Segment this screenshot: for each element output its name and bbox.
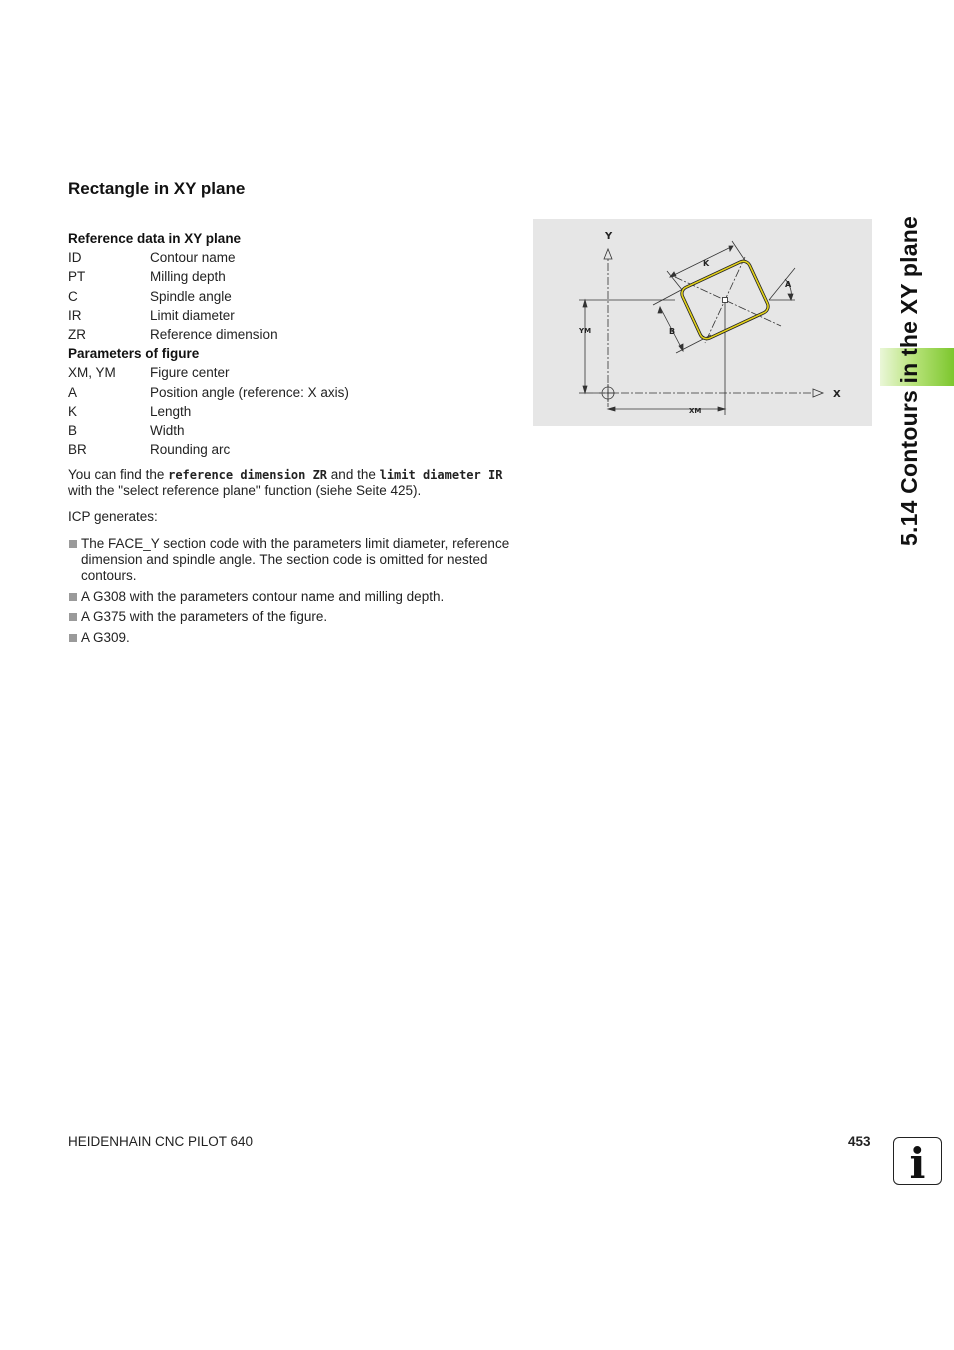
param-row-br: BR Rounding arc xyxy=(68,442,231,458)
section-title: Rectangle in XY plane xyxy=(68,179,246,198)
diagram-label-ym: YM xyxy=(579,327,592,335)
param-row-id: ID Contour name xyxy=(68,250,236,266)
param-row-a: A Position angle (reference: X axis) xyxy=(68,384,349,400)
list-item: A G309. xyxy=(68,630,518,646)
page-number: 453 xyxy=(848,1134,871,1149)
param-row-ir: IR Limit diameter xyxy=(68,307,235,323)
bullet-square-icon xyxy=(69,540,77,548)
rectangle-diagram-svg xyxy=(533,219,872,426)
param-row-pt: PT Milling depth xyxy=(68,269,226,285)
reference-note: You can find the reference dimension ZR and the limit diameter IR with the "select reference plane" function (siehe Seite 425). xyxy=(68,467,503,498)
rectangle-diagram xyxy=(533,219,872,426)
list-item: A G308 with the parameters contour name and milling depth. xyxy=(68,589,518,605)
footer-product: HEIDENHAIN CNC PILOT 640 xyxy=(68,1134,254,1149)
icp-bullet-list xyxy=(68,536,518,650)
diagram-label-xm: XM xyxy=(689,407,702,415)
icp-label: ICP generates: xyxy=(68,509,158,524)
figure-heading: Parameters of figure xyxy=(68,346,200,362)
parameter-list xyxy=(68,229,349,459)
param-row-xm-ym: XM, YM Figure center xyxy=(68,365,230,381)
list-item: The FACE_Y section code with the parameters limit diameter, reference dimension and spindle angle. The section code is omitted for nested contours. xyxy=(68,536,518,584)
param-row-zr: ZR Reference dimension xyxy=(68,327,278,343)
bullet-square-icon xyxy=(69,634,77,642)
list-item: A G375 with the parameters of the figure. xyxy=(68,609,518,625)
param-row-b: B Width xyxy=(68,423,185,439)
bullet-square-icon xyxy=(69,593,77,601)
info-icon xyxy=(893,1137,942,1185)
reference-heading: Reference data in XY plane xyxy=(68,231,242,246)
diagram-label-y: Y xyxy=(605,231,613,242)
diagram-label-k: K xyxy=(703,259,710,268)
diagram-label-a: A xyxy=(785,280,792,289)
bullet-square-icon xyxy=(69,613,77,621)
info-glyph: i xyxy=(909,1139,926,1184)
diagram-label-x: X xyxy=(833,389,841,400)
diagram-label-b: B xyxy=(669,327,676,336)
side-tab-title: 5.14 Contours in the XY plane xyxy=(896,215,922,546)
param-row-c: C Spindle angle xyxy=(68,288,232,304)
param-row-k: K Length xyxy=(68,403,192,419)
